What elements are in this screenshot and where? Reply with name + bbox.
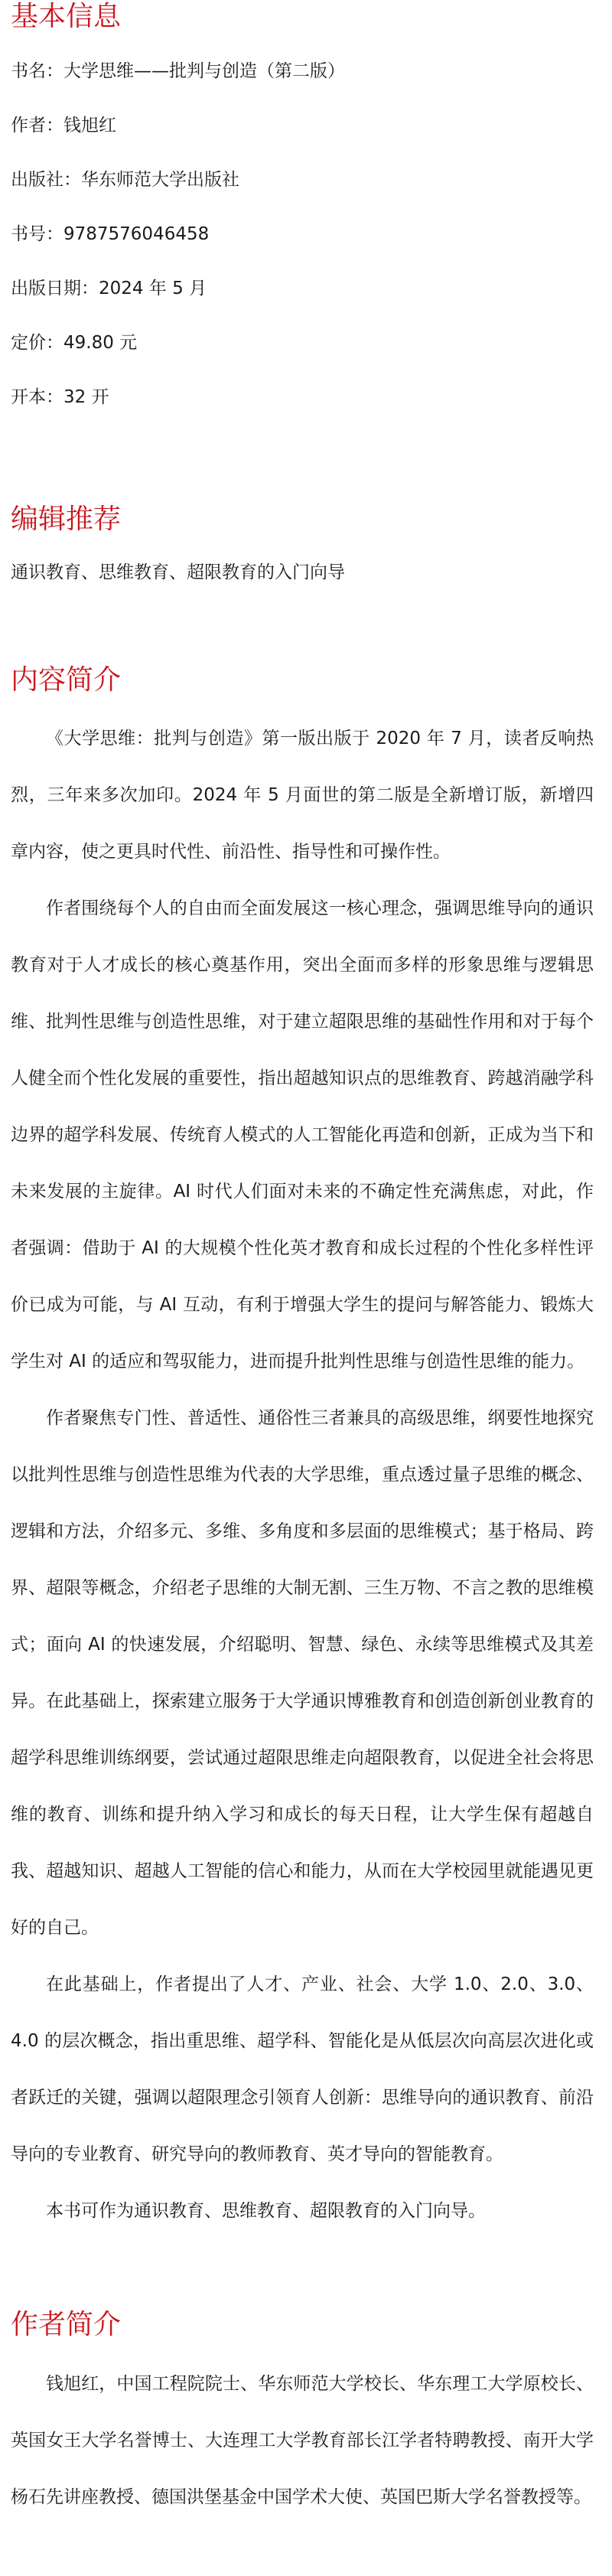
basic-info-heading: 基本信息 (11, 1, 122, 32)
meta-isbn: 书号：9787576046458 (11, 224, 210, 244)
content-intro-heading: 内容简介 (11, 664, 122, 696)
content-intro-body (11, 710, 594, 2239)
editor-recommendation-text: 通识教育、思维教育、超限教育的入门向导 (11, 562, 345, 582)
meta-publisher: 出版社：华东师范大学出版社 (11, 170, 239, 190)
meta-format: 开本：32 开 (11, 387, 109, 407)
content-intro-paragraph: 在此基础上，作者提出了人才、产业、社会、大学 1.0、2.0、3.0、4.0 的层次概念，指出重思维、超学科、智能化是从低层次向高层次进化或者跃迁的关键，强调以超限理念引领育人创新：思维导向的通识教育、前沿导向的专业教育、研究导向的教师教育、英才导向的智能教育。 (11, 1974, 594, 2164)
content-intro-paragraph: 作者围绕每个人的自由而全面发展这一核心理念，强调思维导向的通识教育对于人才成长的核心奠基作用，突出全面而多样的形象思维与逻辑思维、批判性思维与创造性思维，对于建立超限思维的基础性作用和对于每个人健全而个性化发展的重要性，指出超越知识点的思维教育、跨越消融学科边界的超学科发展、传统育人模式的人工智能化再造和创新，正成为当下和未来发展的主旋律。AI 时代人们面对未来的不确定性充满焦虑，对此，作者强调：借助于 AI 的大规模个性化英才教育和成长过程的个性化多样性评价已成为可能，与 AI 互动，有利于增强大学生的提问与解答能力、锻炼大学生对 AI 的适应和驾驭能力，进而提升批判性思维与创造性思维的能力。 (11, 898, 594, 1371)
author-intro-paragraph: 钱旭红，中国工程院院士、华东师范大学校长、华东理工大学原校长、英国女王大学名誉博士、大连理工大学教育部长江学者特聘教授、南开大学杨石先讲座教授、德国洪堡基金中国学术大使、英国巴斯大学名誉教授等。 (11, 2374, 594, 2507)
content-intro-paragraph: 本书可作为通识教育、思维教育、超限教育的入门向导。 (46, 2201, 486, 2221)
author-intro-heading: 作者简介 (11, 2309, 122, 2340)
content-intro-paragraph: 作者聚焦专门性、普适性、通俗性三者兼具的高级思维，纲要性地探究以批判性思维与创造性思维为代表的大学思维，重点透过量子思维的概念、逻辑和方法，介绍多元、多维、多角度和多层面的思维模式；基于格局、跨界、超限等概念，介绍老子思维的大制无割、三生万物、不言之教的思维模式；面向 AI 的快速发展，介绍聪明、智慧、绿色、永续等思维模式及其差异。在此基础上，探索建立服务于大学通识博雅教育和创造创新创业教育的超学科思维训练纲要，尝试通过超限思维走向超限教育，以促进全社会将思维的教育、训练和提升纳入学习和成长的每天日程，让大学生保有超越自我、超越知识、超越人工智能的信心和能力，从而在大学校园里就能遇见更好的自己。 (11, 1408, 594, 1938)
editor-recommendation-heading: 编辑推荐 (11, 504, 122, 535)
meta-price: 定价：49.80 元 (11, 333, 138, 353)
meta-publish-date: 出版日期：2024 年 5 月 (11, 279, 207, 298)
basic-info-list (11, 63, 345, 443)
author-intro-body (11, 2356, 594, 2525)
meta-author: 作者：钱旭红 (11, 116, 116, 135)
meta-book-title: 书名：大学思维——批判与创造（第二版） (11, 61, 345, 81)
content-intro-paragraph: 《大学思维：批判与创造》第一版出版于 2020 年 7 月，读者反响热烈，三年来多次加印。2024 年 5 月面世的第二版是全新增订版，新增四章内容，使之更具时代性、前沿性、指导性和可操作性。 (11, 729, 594, 862)
